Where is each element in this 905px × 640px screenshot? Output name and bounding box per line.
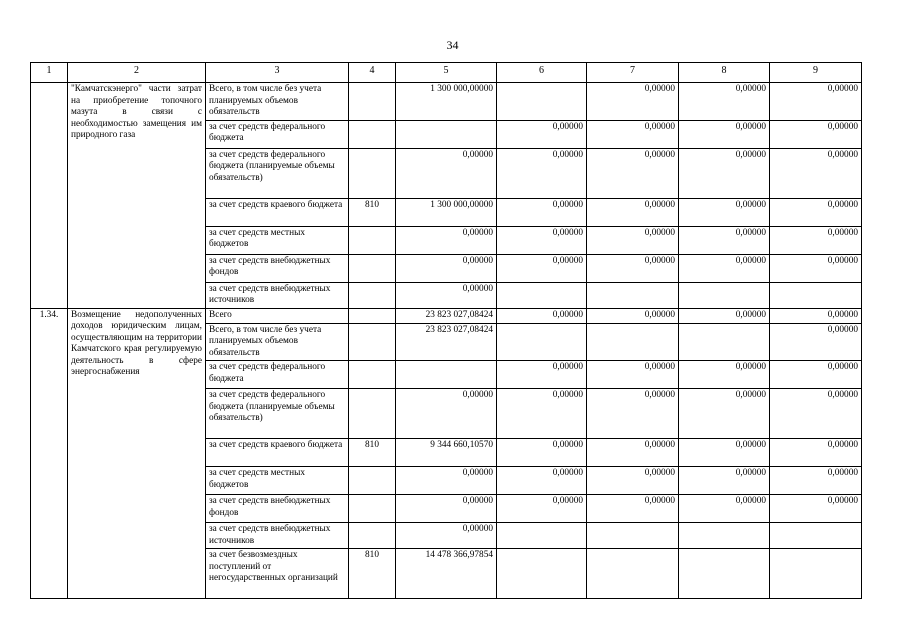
amount-col-9: 0,00000 xyxy=(770,467,862,495)
funding-source: за счет средств федерального бюджета xyxy=(206,361,349,389)
header-col-5: 5 xyxy=(396,63,497,83)
item-number xyxy=(31,83,68,309)
amount-col-8: 0,00000 xyxy=(679,467,770,495)
amount-col-6 xyxy=(497,549,587,599)
amount-col-9 xyxy=(770,549,862,599)
budget-code xyxy=(349,523,396,549)
amount-col-6 xyxy=(497,83,587,121)
amount-col-8: 0,00000 xyxy=(679,83,770,121)
amount-col-6: 0,00000 xyxy=(497,226,587,254)
amount-col-8 xyxy=(679,523,770,549)
header-col-8: 8 xyxy=(679,63,770,83)
amount-col-8: 0,00000 xyxy=(679,254,770,282)
header-col-1: 1 xyxy=(31,63,68,83)
amount-col-5: 0,00000 xyxy=(396,495,497,523)
amount-col-7: 0,00000 xyxy=(587,361,679,389)
funding-source: за счет средств федерального бюджета xyxy=(206,120,349,148)
amount-col-5: 0,00000 xyxy=(396,467,497,495)
amount-col-9: 0,00000 xyxy=(770,323,862,361)
amount-col-9: 0,00000 xyxy=(770,148,862,198)
budget-table xyxy=(30,62,862,599)
header-col-2: 2 xyxy=(68,63,206,83)
amount-col-9 xyxy=(770,282,862,308)
funding-source: за счет средств местных бюджетов xyxy=(206,226,349,254)
amount-col-8 xyxy=(679,549,770,599)
amount-col-7: 0,00000 xyxy=(587,148,679,198)
budget-code xyxy=(349,308,396,323)
amount-col-6: 0,00000 xyxy=(497,148,587,198)
amount-col-6: 0,00000 xyxy=(497,198,587,226)
amount-col-7: 0,00000 xyxy=(587,467,679,495)
amount-col-9: 0,00000 xyxy=(770,389,862,439)
budget-code xyxy=(349,83,396,121)
amount-col-5: 0,00000 xyxy=(396,254,497,282)
amount-col-7: 0,00000 xyxy=(587,120,679,148)
amount-col-8: 0,00000 xyxy=(679,389,770,439)
budget-code xyxy=(349,323,396,361)
amount-col-7: 0,00000 xyxy=(587,439,679,467)
budget-code xyxy=(349,282,396,308)
funding-source: за счет средств внебюджетных фондов xyxy=(206,495,349,523)
amount-col-9: 0,00000 xyxy=(770,198,862,226)
amount-col-7: 0,00000 xyxy=(587,254,679,282)
amount-col-8: 0,00000 xyxy=(679,198,770,226)
budget-code xyxy=(349,254,396,282)
amount-col-9: 0,00000 xyxy=(770,495,862,523)
amount-col-5: 1 300 000,00000 xyxy=(396,198,497,226)
amount-col-9: 0,00000 xyxy=(770,226,862,254)
amount-col-7 xyxy=(587,523,679,549)
amount-col-6: 0,00000 xyxy=(497,495,587,523)
amount-col-5: 0,00000 xyxy=(396,226,497,254)
budget-code xyxy=(349,467,396,495)
amount-col-8 xyxy=(679,282,770,308)
amount-col-9: 0,00000 xyxy=(770,83,862,121)
table-row xyxy=(31,83,862,121)
amount-col-5: 0,00000 xyxy=(396,282,497,308)
header-col-4: 4 xyxy=(349,63,396,83)
amount-col-6: 0,00000 xyxy=(497,254,587,282)
amount-col-6 xyxy=(497,282,587,308)
item-description: Возмещение недополученных доходов юридическим лицам, осуществляющим на территории Камчатского края регулируемую деятельность в сфере энергоснабжения xyxy=(68,308,206,599)
funding-source: за счет средств внебюджетных источников xyxy=(206,282,349,308)
budget-code xyxy=(349,361,396,389)
funding-source: Всего xyxy=(206,308,349,323)
amount-col-5: 1 300 000,00000 xyxy=(396,83,497,121)
amount-col-7: 0,00000 xyxy=(587,226,679,254)
header-col-7: 7 xyxy=(587,63,679,83)
funding-source: за счет средств краевого бюджета xyxy=(206,439,349,467)
item-description: "Камчатскэнерго" части затрат на приобретение топочного мазута в связи с необходимостью замещения им природного газа xyxy=(68,83,206,309)
amount-col-5: 23 823 027,08424 xyxy=(396,323,497,361)
amount-col-8 xyxy=(679,323,770,361)
amount-col-5: 0,00000 xyxy=(396,389,497,439)
header-col-9: 9 xyxy=(770,63,862,83)
amount-col-6 xyxy=(497,323,587,361)
amount-col-8: 0,00000 xyxy=(679,120,770,148)
amount-col-9: 0,00000 xyxy=(770,439,862,467)
amount-col-9: 0,00000 xyxy=(770,254,862,282)
amount-col-7: 0,00000 xyxy=(587,83,679,121)
amount-col-5: 14 478 366,97854 xyxy=(396,549,497,599)
funding-source: за счет средств местных бюджетов xyxy=(206,467,349,495)
amount-col-8: 0,00000 xyxy=(679,361,770,389)
amount-col-8: 0,00000 xyxy=(679,308,770,323)
amount-col-6: 0,00000 xyxy=(497,308,587,323)
amount-col-8: 0,00000 xyxy=(679,495,770,523)
amount-col-6: 0,00000 xyxy=(497,389,587,439)
amount-col-8: 0,00000 xyxy=(679,439,770,467)
budget-code: 810 xyxy=(349,198,396,226)
budget-code xyxy=(349,389,396,439)
amount-col-5: 0,00000 xyxy=(396,523,497,549)
funding-source: за счет средств внебюджетных фондов xyxy=(206,254,349,282)
amount-col-6: 0,00000 xyxy=(497,361,587,389)
budget-code xyxy=(349,120,396,148)
amount-col-6: 0,00000 xyxy=(497,120,587,148)
amount-col-7 xyxy=(587,323,679,361)
funding-source: Всего, в том числе без учета планируемых объемов обязательств xyxy=(206,323,349,361)
table-row xyxy=(31,308,862,323)
amount-col-6: 0,00000 xyxy=(497,467,587,495)
item-number: 1.34. xyxy=(31,308,68,599)
amount-col-7: 0,00000 xyxy=(587,308,679,323)
amount-col-5 xyxy=(396,120,497,148)
budget-code xyxy=(349,148,396,198)
amount-col-8: 0,00000 xyxy=(679,226,770,254)
amount-col-6 xyxy=(497,523,587,549)
amount-col-9: 0,00000 xyxy=(770,120,862,148)
funding-source: Всего, в том числе без учета планируемых объемов обязательств xyxy=(206,83,349,121)
amount-col-7: 0,00000 xyxy=(587,198,679,226)
amount-col-5: 23 823 027,08424 xyxy=(396,308,497,323)
amount-col-6: 0,00000 xyxy=(497,439,587,467)
page-number: 34 xyxy=(446,38,459,52)
budget-code xyxy=(349,495,396,523)
budget-code: 810 xyxy=(349,439,396,467)
header-row xyxy=(31,63,862,83)
funding-source: за счет средств краевого бюджета xyxy=(206,198,349,226)
amount-col-7: 0,00000 xyxy=(587,389,679,439)
amount-col-5 xyxy=(396,361,497,389)
amount-col-9 xyxy=(770,523,862,549)
funding-source: за счет средств федерального бюджета (планируемые объемы обязательств) xyxy=(206,148,349,198)
amount-col-7: 0,00000 xyxy=(587,495,679,523)
amount-col-5: 9 344 660,10570 xyxy=(396,439,497,467)
funding-source: за счет средств внебюджетных источников xyxy=(206,523,349,549)
header-col-3: 3 xyxy=(206,63,349,83)
amount-col-5: 0,00000 xyxy=(396,148,497,198)
budget-code: 810 xyxy=(349,549,396,599)
funding-source: за счет безвозмездных поступлений от негосударственных организаций xyxy=(206,549,349,599)
amount-col-9: 0,00000 xyxy=(770,361,862,389)
amount-col-7 xyxy=(587,549,679,599)
amount-col-8: 0,00000 xyxy=(679,148,770,198)
funding-source: за счет средств федерального бюджета (планируемые объемы обязательств) xyxy=(206,389,349,439)
budget-code xyxy=(349,226,396,254)
amount-col-7 xyxy=(587,282,679,308)
amount-col-9: 0,00000 xyxy=(770,308,862,323)
header-col-6: 6 xyxy=(497,63,587,83)
